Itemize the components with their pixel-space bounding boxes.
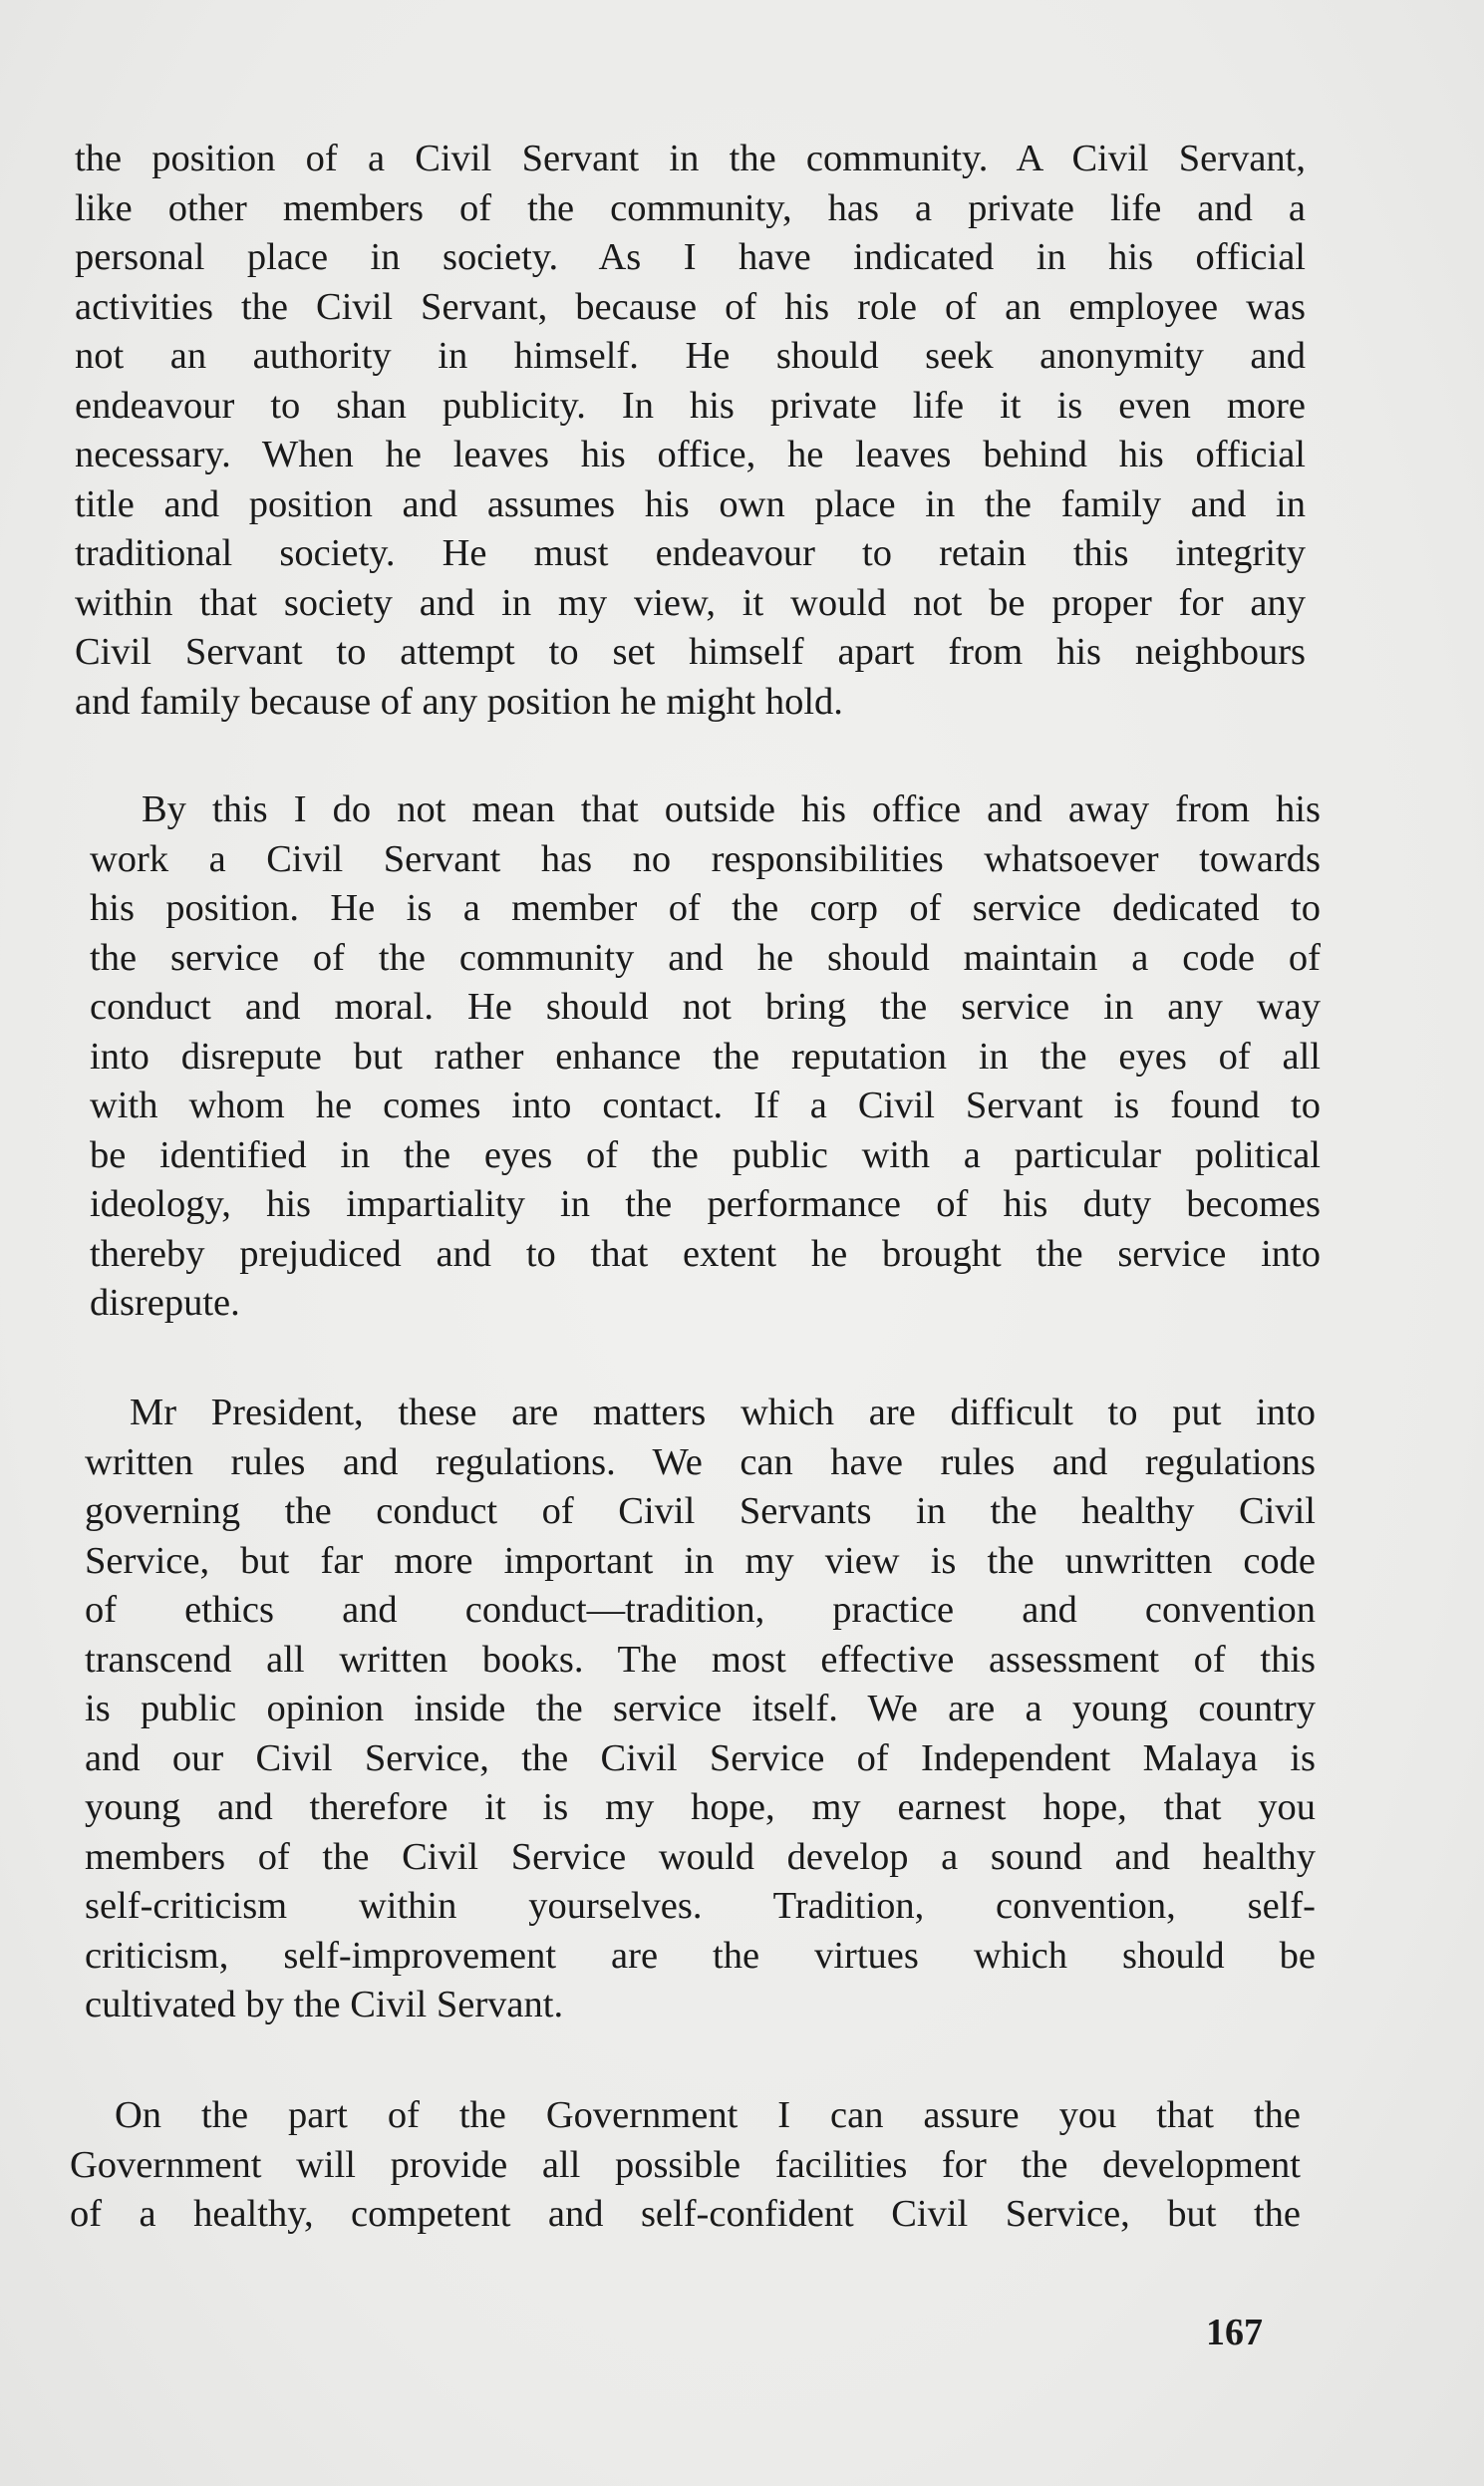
paragraph-line: Civil Servant to attempt to set himself apart from his neighbours	[75, 631, 1306, 673]
paragraph-3	[85, 1389, 1316, 2030]
paragraph-line: with whom he comes into contact. If a Civil Servant is found to	[90, 1085, 1321, 1126]
paragraph-line: thereby prejudiced and to that extent he brought the service into	[90, 1232, 1321, 1275]
paragraph-1	[75, 135, 1306, 727]
paragraph-line: is public opinion inside the service itself. We are a young country	[85, 1688, 1316, 1729]
paragraph-line: Service, but far more important in my view is the unwritten code	[85, 1539, 1316, 1582]
paragraph-line: necessary. When he leaves his office, he leaves behind his official	[75, 434, 1306, 475]
paragraph-line: disrepute.	[90, 1282, 240, 1324]
paragraph-line: Mr President, these are matters which are difficult to put into	[130, 1392, 1316, 1433]
paragraph-line: be identified in the eyes of the public with a particular political	[90, 1133, 1321, 1176]
paragraph-line: young and therefore it is my hope, my earnest hope, that you	[85, 1786, 1316, 1828]
paragraph-line: of a healthy, competent and self-confident Civil Service, but the	[70, 2193, 1301, 2235]
paragraph-line: and family because of any position he might hold.	[75, 680, 843, 723]
paragraph-line: endeavour to shan publicity. In his private life it is even more	[75, 384, 1306, 427]
paragraph-line: the service of the community and he should maintain a code of	[90, 936, 1321, 979]
paragraph-line: By this I do not mean that outside his office and away from his	[142, 788, 1321, 830]
paragraph-line: written rules and regulations. We can have rules and regulations	[85, 1440, 1316, 1483]
paragraph-line: his position. He is a member of the corp of service dedicated to	[90, 887, 1321, 929]
paragraph-line: of ethics and conduct—tradition, practice and convention	[85, 1589, 1316, 1631]
paragraph-line: activities the Civil Servant, because of his role of an employee was	[75, 285, 1306, 328]
paragraph-line: title and position and assumes his own place in the family and in	[75, 482, 1306, 525]
paragraph-line: into disrepute but rather enhance the reputation in the eyes of all	[90, 1035, 1321, 1078]
paragraph-line: self-criticism within yourselves. Tradition, convention, self-	[85, 1885, 1316, 1927]
paragraph-line: transcend all written books. The most effective assessment of this	[85, 1638, 1316, 1681]
paragraph-line: work a Civil Servant has no responsibilities whatsoever towards	[90, 837, 1321, 880]
paragraph-line: and our Civil Service, the Civil Service of Independent Malaya is	[85, 1736, 1316, 1779]
paragraph-line: like other members of the community, has a private life and a	[75, 186, 1306, 229]
paragraph-line: ideology, his impartiality in the performance of his duty becomes	[90, 1183, 1321, 1225]
paragraph-line: governing the conduct of Civil Servants in the healthy Civil	[85, 1490, 1316, 1532]
paragraph-line: cultivated by the Civil Servant.	[85, 1984, 564, 2025]
paragraph-line: traditional society. He must endeavour to retain this integrity	[75, 532, 1306, 574]
paragraph-line: personal place in society. As I have indicated in his official	[75, 236, 1306, 278]
paragraph-4	[70, 2091, 1301, 2240]
paragraph-line: conduct and moral. He should not bring the service in any way	[90, 986, 1321, 1028]
page-number: 167	[1206, 2312, 1263, 2353]
paragraph-line: the position of a Civil Servant in the community. A Civil Servant,	[75, 138, 1306, 179]
paragraph-line: On the part of the Government I can assure you that the	[115, 2094, 1301, 2136]
paragraph-line: members of the Civil Service would develop a sound and healthy	[85, 1835, 1316, 1878]
paragraph-line: Government will provide all possible facilities for the development	[70, 2143, 1301, 2186]
paragraph-line: within that society and in my view, it would not be proper for any	[75, 581, 1306, 624]
paragraph-line: not an authority in himself. He should seek anonymity and	[75, 335, 1306, 377]
paragraph-2	[90, 785, 1321, 1329]
paragraph-line: criticism, self-improvement are the virtues which should be	[85, 1934, 1316, 1977]
